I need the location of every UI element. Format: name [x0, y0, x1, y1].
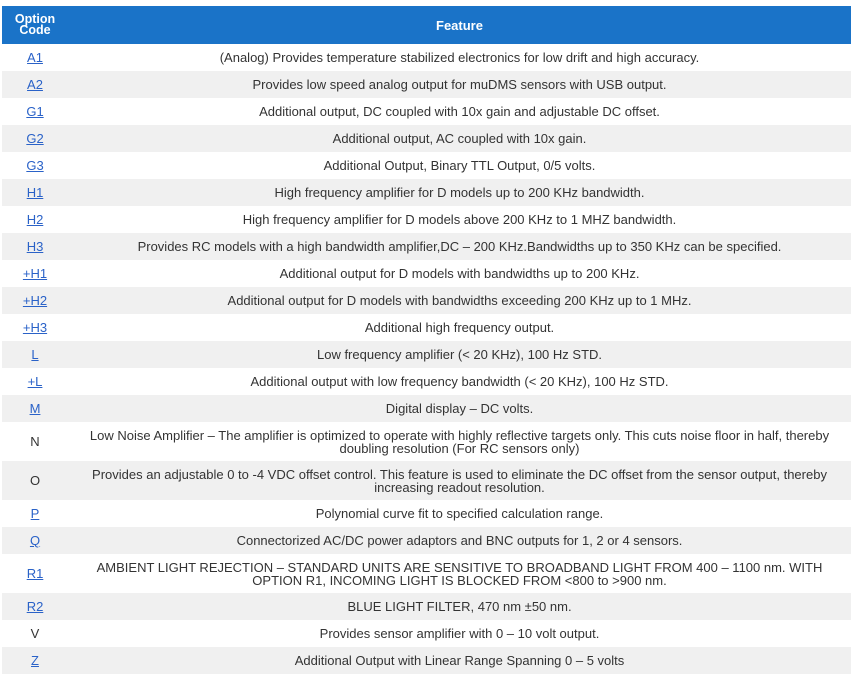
- option-code-cell: [2, 422, 68, 461]
- options-table: [2, 6, 851, 674]
- option-code-text: N: [30, 434, 40, 449]
- option-code-cell: [2, 98, 68, 125]
- table-row: [2, 125, 851, 152]
- option-code-cell: [2, 620, 68, 647]
- option-code-cell: [2, 206, 68, 233]
- option-code-cell: [2, 341, 68, 368]
- option-code-link[interactable]: A1: [27, 50, 43, 65]
- option-code-cell: [2, 500, 68, 527]
- feature-description: High frequency amplifier for D models above 200 KHz to 1 MHZ bandwidth.: [68, 206, 851, 233]
- table-row: [2, 44, 851, 71]
- feature-description: Additional output with low frequency bandwidth (< 20 KHz), 100 Hz STD.: [68, 368, 851, 395]
- option-code-link[interactable]: L: [31, 347, 39, 362]
- table-row: [2, 527, 851, 554]
- option-code-cell: [2, 395, 68, 422]
- table-row: [2, 287, 851, 314]
- option-code-cell: [2, 125, 68, 152]
- option-code-cell: [2, 647, 68, 674]
- option-code-link[interactable]: G1: [26, 104, 44, 119]
- option-code-link[interactable]: H2: [26, 212, 44, 227]
- option-code-cell: [2, 368, 68, 395]
- option-code-cell: [2, 152, 68, 179]
- option-code-cell: [2, 461, 68, 500]
- option-code-link[interactable]: +L: [27, 374, 43, 389]
- table-row: [2, 179, 851, 206]
- option-code-header-line2: Code: [19, 23, 51, 37]
- table-row: [2, 233, 851, 260]
- feature-description: Additional output, AC coupled with 10x gain.: [68, 125, 851, 152]
- option-code-link[interactable]: P: [30, 506, 40, 521]
- feature-description: Additional output for D models with bandwidths exceeding 200 KHz up to 1 MHz.: [68, 287, 851, 314]
- option-code-link[interactable]: H1: [26, 185, 44, 200]
- option-code-link[interactable]: Q: [29, 533, 41, 548]
- option-code-link[interactable]: Z: [31, 653, 39, 668]
- option-code-cell: [2, 260, 68, 287]
- option-code-link[interactable]: +H1: [22, 266, 48, 281]
- feature-description: Provides sensor amplifier with 0 – 10 volt output.: [68, 620, 851, 647]
- feature-description: Provides RC models with a high bandwidth amplifier,DC – 200 KHz.Bandwidths up to 350 KHz can be specified.: [68, 233, 851, 260]
- option-code-header-line1: Option: [14, 12, 56, 26]
- feature-description: Digital display – DC volts.: [68, 395, 851, 422]
- option-code-cell: [2, 233, 68, 260]
- feature-description: Polynomial curve fit to specified calculation range.: [68, 500, 851, 527]
- table-header-row: [2, 6, 851, 44]
- option-code-link[interactable]: G2: [26, 131, 44, 146]
- option-code-link[interactable]: R1: [26, 566, 44, 581]
- option-code-cell: [2, 593, 68, 620]
- option-code-text: O: [29, 473, 41, 488]
- table-row: [2, 395, 851, 422]
- table-row: [2, 368, 851, 395]
- table-row: [2, 500, 851, 527]
- options-table-container: [2, 6, 851, 674]
- option-code-link[interactable]: +H2: [22, 293, 48, 308]
- feature-description: High frequency amplifier for D models up to 200 KHz bandwidth.: [68, 179, 851, 206]
- table-row: [2, 620, 851, 647]
- feature-description: BLUE LIGHT FILTER, 470 nm ±50 nm.: [68, 593, 851, 620]
- table-row: [2, 341, 851, 368]
- table-row: [2, 593, 851, 620]
- feature-description: Low Noise Amplifier – The amplifier is optimized to operate with highly reflective targets only. This cuts noise floor in half, thereby doubling resolution (For RC sensors only): [68, 422, 851, 461]
- option-code-text: V: [30, 626, 40, 641]
- table-row: [2, 260, 851, 287]
- feature-description: Additional output, DC coupled with 10x gain and adjustable DC offset.: [68, 98, 851, 125]
- table-row: [2, 422, 851, 461]
- feature-header: Feature: [68, 6, 851, 44]
- option-code-link[interactable]: R2: [26, 599, 44, 614]
- feature-description: Low frequency amplifier (< 20 KHz), 100 Hz STD.: [68, 341, 851, 368]
- option-code-link[interactable]: H3: [26, 239, 44, 254]
- table-row: [2, 314, 851, 341]
- option-code-cell: [2, 44, 68, 71]
- feature-description: Additional high frequency output.: [68, 314, 851, 341]
- feature-description: AMBIENT LIGHT REJECTION – STANDARD UNITS ARE SENSITIVE TO BROADBAND LIGHT FROM 400 – 1100 nm. WITH OPTION R1, INCOMING LIGHT IS BLOCKED FROM <800 to >900 nm.: [68, 554, 851, 593]
- option-code-cell: [2, 71, 68, 98]
- option-code-link[interactable]: +H3: [22, 320, 48, 335]
- option-code-header: [2, 6, 68, 44]
- feature-description: Additional output for D models with bandwidths up to 200 KHz.: [68, 260, 851, 287]
- feature-description: Connectorized AC/DC power adaptors and BNC outputs for 1, 2 or 4 sensors.: [68, 527, 851, 554]
- table-row: [2, 461, 851, 500]
- table-row: [2, 98, 851, 125]
- table-row: [2, 152, 851, 179]
- feature-description: Additional Output with Linear Range Spanning 0 – 5 volts: [68, 647, 851, 674]
- option-code-cell: [2, 527, 68, 554]
- option-code-cell: [2, 179, 68, 206]
- table-body: [2, 44, 851, 674]
- option-code-cell: [2, 314, 68, 341]
- table-row: [2, 71, 851, 98]
- feature-description: (Analog) Provides temperature stabilized electronics for low drift and high accuracy.: [68, 44, 851, 71]
- option-code-cell: [2, 554, 68, 593]
- feature-description: Additional Output, Binary TTL Output, 0/5 volts.: [68, 152, 851, 179]
- option-code-cell: [2, 287, 68, 314]
- table-row: [2, 647, 851, 674]
- feature-description: Provides an adjustable 0 to -4 VDC offset control. This feature is used to eliminate the DC offset from the sensor output, thereby increasing readout resolution.: [68, 461, 851, 500]
- option-code-link[interactable]: G3: [26, 158, 44, 173]
- option-code-link[interactable]: M: [29, 401, 41, 416]
- option-code-link[interactable]: A2: [27, 77, 43, 92]
- table-row: [2, 554, 851, 593]
- table-row: [2, 206, 851, 233]
- feature-description: Provides low speed analog output for muDMS sensors with USB output.: [68, 71, 851, 98]
